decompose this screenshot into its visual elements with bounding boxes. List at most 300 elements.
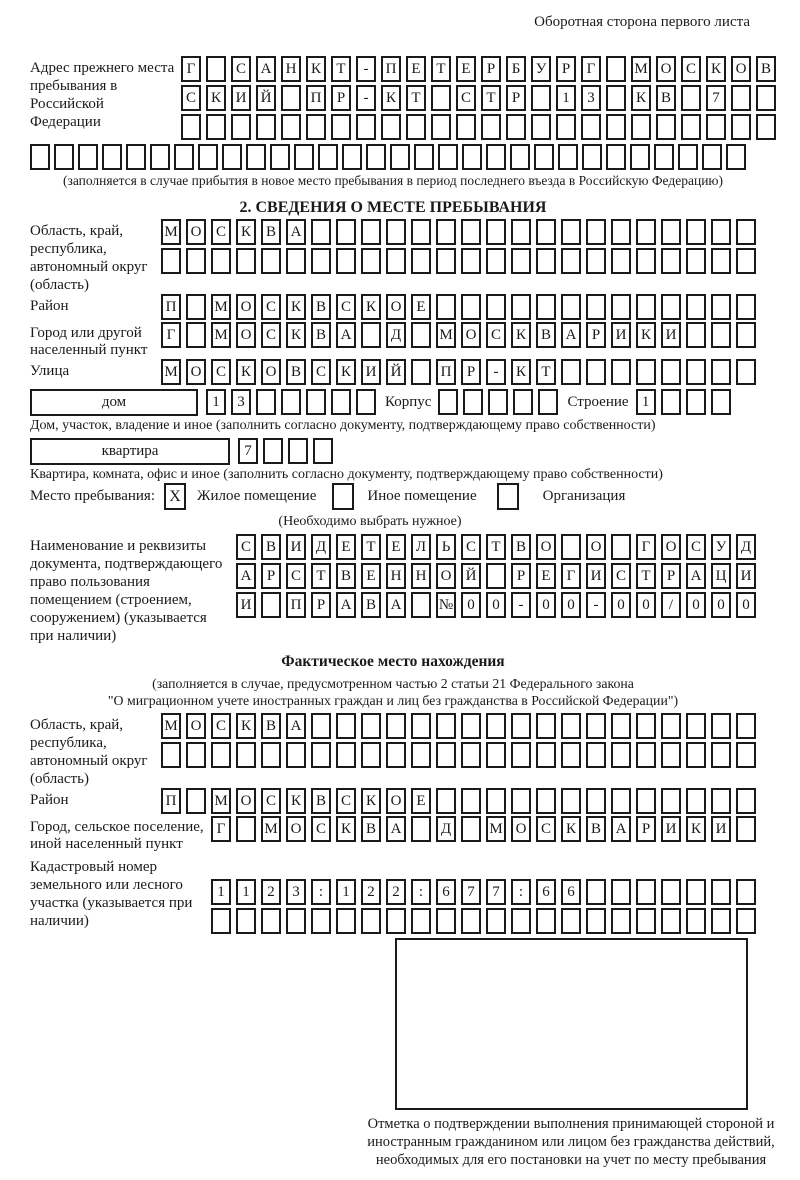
char-cell[interactable] <box>736 879 756 905</box>
char-cell[interactable] <box>611 219 631 245</box>
char-cell[interactable]: А <box>386 592 406 618</box>
char-cell[interactable]: Г <box>161 322 181 348</box>
char-cell[interactable]: О <box>186 359 206 385</box>
char-cell[interactable] <box>536 788 556 814</box>
char-cell[interactable]: К <box>361 294 381 320</box>
char-cell[interactable] <box>586 248 606 274</box>
char-cell[interactable] <box>661 359 681 385</box>
char-cell[interactable] <box>736 713 756 739</box>
char-cell[interactable]: И <box>661 816 681 842</box>
char-cell[interactable] <box>361 219 381 245</box>
char-cell[interactable] <box>386 713 406 739</box>
char-cell[interactable]: И <box>586 563 606 589</box>
kvartira-type-box[interactable]: квартира <box>30 438 230 465</box>
char-cell[interactable]: К <box>631 85 651 111</box>
char-cell[interactable]: Г <box>181 56 201 82</box>
char-cell[interactable] <box>486 563 506 589</box>
char-cell[interactable] <box>411 359 431 385</box>
char-cell[interactable]: В <box>311 788 331 814</box>
char-cell[interactable] <box>411 322 431 348</box>
char-cell[interactable] <box>436 742 456 768</box>
char-cell[interactable] <box>756 114 776 140</box>
char-cell[interactable] <box>536 219 556 245</box>
char-cell[interactable] <box>711 713 731 739</box>
char-cell[interactable]: С <box>336 294 356 320</box>
char-cell[interactable] <box>336 742 356 768</box>
char-cell[interactable] <box>636 248 656 274</box>
char-cell[interactable]: Е <box>456 56 476 82</box>
char-cell[interactable] <box>186 788 206 814</box>
char-cell[interactable] <box>431 85 451 111</box>
char-cell[interactable] <box>711 322 731 348</box>
char-cell[interactable] <box>686 219 706 245</box>
char-cell[interactable] <box>756 85 776 111</box>
char-cell[interactable]: В <box>756 56 776 82</box>
char-cell[interactable] <box>611 908 631 934</box>
char-cell[interactable]: С <box>456 85 476 111</box>
char-cell[interactable] <box>711 389 731 415</box>
char-cell[interactable] <box>702 144 722 170</box>
char-cell[interactable]: А <box>336 322 356 348</box>
char-cell[interactable] <box>736 742 756 768</box>
char-cell[interactable] <box>636 219 656 245</box>
char-cell[interactable] <box>661 219 681 245</box>
char-cell[interactable] <box>511 219 531 245</box>
char-cell[interactable]: 2 <box>261 879 281 905</box>
char-cell[interactable] <box>411 592 431 618</box>
char-cell[interactable] <box>286 908 306 934</box>
char-cell[interactable]: Д <box>736 534 756 560</box>
char-cell[interactable] <box>386 908 406 934</box>
char-cell[interactable]: - <box>356 56 376 82</box>
char-cell[interactable] <box>306 114 326 140</box>
char-cell[interactable]: 0 <box>561 592 581 618</box>
char-cell[interactable] <box>161 742 181 768</box>
char-cell[interactable] <box>294 144 314 170</box>
char-cell[interactable] <box>236 908 256 934</box>
char-cell[interactable]: Н <box>386 563 406 589</box>
char-cell[interactable] <box>461 248 481 274</box>
char-cell[interactable] <box>461 742 481 768</box>
char-cell[interactable] <box>414 144 434 170</box>
char-cell[interactable]: Г <box>561 563 581 589</box>
char-cell[interactable]: Е <box>406 56 426 82</box>
char-cell[interactable]: О <box>286 816 306 842</box>
char-cell[interactable]: М <box>631 56 651 82</box>
char-cell[interactable] <box>558 144 578 170</box>
char-cell[interactable] <box>582 144 602 170</box>
char-cell[interactable]: О <box>236 788 256 814</box>
char-cell[interactable] <box>581 114 601 140</box>
char-cell[interactable] <box>331 389 351 415</box>
char-cell[interactable] <box>461 219 481 245</box>
char-cell[interactable] <box>438 144 458 170</box>
char-cell[interactable] <box>161 248 181 274</box>
char-cell[interactable]: 0 <box>736 592 756 618</box>
char-cell[interactable]: Р <box>511 563 531 589</box>
char-cell[interactable] <box>534 144 554 170</box>
char-cell[interactable]: Р <box>311 592 331 618</box>
char-cell[interactable]: 7 <box>238 438 258 464</box>
char-cell[interactable]: М <box>486 816 506 842</box>
char-cell[interactable] <box>461 908 481 934</box>
char-cell[interactable]: В <box>261 713 281 739</box>
char-cell[interactable]: С <box>236 534 256 560</box>
char-cell[interactable] <box>686 359 706 385</box>
char-cell[interactable]: Т <box>406 85 426 111</box>
char-cell[interactable] <box>206 114 226 140</box>
char-cell[interactable]: С <box>611 563 631 589</box>
char-cell[interactable]: Е <box>386 534 406 560</box>
char-cell[interactable] <box>611 534 631 560</box>
char-cell[interactable]: И <box>736 563 756 589</box>
char-cell[interactable] <box>331 114 351 140</box>
char-cell[interactable] <box>263 438 283 464</box>
char-cell[interactable] <box>261 248 281 274</box>
char-cell[interactable] <box>611 713 631 739</box>
char-cell[interactable]: М <box>261 816 281 842</box>
char-cell[interactable]: К <box>336 359 356 385</box>
char-cell[interactable] <box>336 219 356 245</box>
zhiloe-checkbox[interactable]: X <box>164 483 186 510</box>
char-cell[interactable] <box>536 294 556 320</box>
char-cell[interactable]: Л <box>411 534 431 560</box>
char-cell[interactable]: Б <box>506 56 526 82</box>
char-cell[interactable] <box>256 389 276 415</box>
char-cell[interactable]: О <box>436 563 456 589</box>
char-cell[interactable]: В <box>656 85 676 111</box>
char-cell[interactable] <box>736 248 756 274</box>
char-cell[interactable]: Ь <box>436 534 456 560</box>
char-cell[interactable] <box>536 742 556 768</box>
char-cell[interactable] <box>186 294 206 320</box>
char-cell[interactable] <box>726 144 746 170</box>
char-cell[interactable] <box>586 219 606 245</box>
char-cell[interactable]: О <box>511 816 531 842</box>
char-cell[interactable] <box>636 908 656 934</box>
char-cell[interactable] <box>536 248 556 274</box>
char-cell[interactable] <box>686 788 706 814</box>
char-cell[interactable] <box>706 114 726 140</box>
char-cell[interactable]: И <box>661 322 681 348</box>
char-cell[interactable] <box>561 713 581 739</box>
char-cell[interactable] <box>456 114 476 140</box>
char-cell[interactable]: Т <box>311 563 331 589</box>
char-cell[interactable] <box>336 713 356 739</box>
char-cell[interactable] <box>461 788 481 814</box>
char-cell[interactable] <box>606 144 626 170</box>
char-cell[interactable] <box>731 85 751 111</box>
char-cell[interactable] <box>686 713 706 739</box>
char-cell[interactable] <box>586 742 606 768</box>
char-cell[interactable] <box>361 713 381 739</box>
char-cell[interactable]: С <box>311 359 331 385</box>
char-cell[interactable] <box>231 114 251 140</box>
char-cell[interactable] <box>586 788 606 814</box>
char-cell[interactable] <box>636 294 656 320</box>
char-cell[interactable] <box>606 56 626 82</box>
char-cell[interactable]: П <box>161 294 181 320</box>
char-cell[interactable] <box>661 389 681 415</box>
char-cell[interactable]: 0 <box>486 592 506 618</box>
char-cell[interactable] <box>311 248 331 274</box>
char-cell[interactable]: С <box>311 816 331 842</box>
char-cell[interactable] <box>536 713 556 739</box>
char-cell[interactable]: Е <box>336 534 356 560</box>
char-cell[interactable] <box>411 816 431 842</box>
char-cell[interactable] <box>211 248 231 274</box>
char-cell[interactable] <box>678 144 698 170</box>
char-cell[interactable]: - <box>356 85 376 111</box>
char-cell[interactable]: К <box>511 359 531 385</box>
char-cell[interactable] <box>661 294 681 320</box>
char-cell[interactable]: Е <box>361 563 381 589</box>
char-cell[interactable]: В <box>311 322 331 348</box>
char-cell[interactable] <box>636 713 656 739</box>
char-cell[interactable] <box>486 294 506 320</box>
char-cell[interactable] <box>261 908 281 934</box>
char-cell[interactable]: 7 <box>706 85 726 111</box>
char-cell[interactable]: В <box>361 816 381 842</box>
char-cell[interactable] <box>462 144 482 170</box>
char-cell[interactable] <box>661 908 681 934</box>
char-cell[interactable]: Г <box>211 816 231 842</box>
char-cell[interactable]: К <box>561 816 581 842</box>
char-cell[interactable] <box>511 248 531 274</box>
char-cell[interactable]: В <box>536 322 556 348</box>
char-cell[interactable] <box>711 879 731 905</box>
char-cell[interactable]: Р <box>331 85 351 111</box>
char-cell[interactable] <box>686 389 706 415</box>
char-cell[interactable]: Ц <box>711 563 731 589</box>
char-cell[interactable]: В <box>511 534 531 560</box>
char-cell[interactable] <box>561 534 581 560</box>
char-cell[interactable]: А <box>386 816 406 842</box>
char-cell[interactable]: В <box>336 563 356 589</box>
char-cell[interactable] <box>736 359 756 385</box>
char-cell[interactable] <box>211 742 231 768</box>
char-cell[interactable] <box>510 144 530 170</box>
char-cell[interactable] <box>631 114 651 140</box>
char-cell[interactable] <box>681 114 701 140</box>
char-cell[interactable]: 0 <box>461 592 481 618</box>
char-cell[interactable] <box>211 908 231 934</box>
char-cell[interactable]: Р <box>506 85 526 111</box>
char-cell[interactable]: О <box>536 534 556 560</box>
char-cell[interactable] <box>463 389 483 415</box>
char-cell[interactable]: Т <box>431 56 451 82</box>
char-cell[interactable] <box>186 742 206 768</box>
char-cell[interactable]: № <box>436 592 456 618</box>
char-cell[interactable] <box>181 114 201 140</box>
char-cell[interactable] <box>711 248 731 274</box>
char-cell[interactable] <box>342 144 362 170</box>
char-cell[interactable]: П <box>306 85 326 111</box>
char-cell[interactable]: А <box>336 592 356 618</box>
char-cell[interactable] <box>281 389 301 415</box>
char-cell[interactable] <box>486 144 506 170</box>
char-cell[interactable]: Т <box>536 359 556 385</box>
char-cell[interactable]: Р <box>481 56 501 82</box>
char-cell[interactable]: К <box>686 816 706 842</box>
char-cell[interactable] <box>438 389 458 415</box>
char-cell[interactable]: 1 <box>556 85 576 111</box>
char-cell[interactable] <box>611 879 631 905</box>
char-cell[interactable]: О <box>186 219 206 245</box>
char-cell[interactable] <box>711 788 731 814</box>
char-cell[interactable]: : <box>511 879 531 905</box>
char-cell[interactable] <box>288 438 308 464</box>
char-cell[interactable]: С <box>686 534 706 560</box>
char-cell[interactable] <box>281 114 301 140</box>
char-cell[interactable] <box>736 219 756 245</box>
char-cell[interactable]: О <box>586 534 606 560</box>
char-cell[interactable] <box>411 908 431 934</box>
char-cell[interactable] <box>630 144 650 170</box>
char-cell[interactable] <box>556 114 576 140</box>
char-cell[interactable] <box>531 85 551 111</box>
char-cell[interactable] <box>538 389 558 415</box>
char-cell[interactable]: Й <box>461 563 481 589</box>
char-cell[interactable] <box>561 788 581 814</box>
char-cell[interactable]: А <box>561 322 581 348</box>
char-cell[interactable]: Р <box>556 56 576 82</box>
char-cell[interactable] <box>481 114 501 140</box>
char-cell[interactable]: С <box>211 359 231 385</box>
char-cell[interactable] <box>436 248 456 274</box>
char-cell[interactable]: Г <box>636 534 656 560</box>
char-cell[interactable]: О <box>386 294 406 320</box>
char-cell[interactable]: Т <box>636 563 656 589</box>
char-cell[interactable]: А <box>236 563 256 589</box>
char-cell[interactable] <box>174 144 194 170</box>
char-cell[interactable]: - <box>486 359 506 385</box>
char-cell[interactable] <box>654 144 674 170</box>
char-cell[interactable] <box>661 248 681 274</box>
char-cell[interactable]: С <box>211 713 231 739</box>
char-cell[interactable]: - <box>511 592 531 618</box>
char-cell[interactable]: М <box>211 294 231 320</box>
char-cell[interactable]: О <box>261 359 281 385</box>
char-cell[interactable] <box>186 322 206 348</box>
char-cell[interactable]: К <box>306 56 326 82</box>
char-cell[interactable] <box>286 248 306 274</box>
char-cell[interactable]: В <box>286 359 306 385</box>
char-cell[interactable] <box>361 742 381 768</box>
char-cell[interactable] <box>411 713 431 739</box>
char-cell[interactable] <box>366 144 386 170</box>
char-cell[interactable]: К <box>336 816 356 842</box>
char-cell[interactable]: С <box>336 788 356 814</box>
char-cell[interactable] <box>636 742 656 768</box>
char-cell[interactable]: Т <box>486 534 506 560</box>
char-cell[interactable]: С <box>486 322 506 348</box>
char-cell[interactable] <box>686 248 706 274</box>
char-cell[interactable]: М <box>161 219 181 245</box>
char-cell[interactable]: М <box>161 359 181 385</box>
char-cell[interactable] <box>486 788 506 814</box>
char-cell[interactable] <box>126 144 146 170</box>
char-cell[interactable]: П <box>286 592 306 618</box>
char-cell[interactable] <box>411 742 431 768</box>
char-cell[interactable] <box>256 114 276 140</box>
char-cell[interactable]: Е <box>411 294 431 320</box>
char-cell[interactable] <box>686 879 706 905</box>
char-cell[interactable] <box>431 114 451 140</box>
char-cell[interactable] <box>606 114 626 140</box>
char-cell[interactable]: : <box>311 879 331 905</box>
char-cell[interactable] <box>236 742 256 768</box>
char-cell[interactable] <box>461 294 481 320</box>
org-checkbox[interactable] <box>497 483 519 510</box>
char-cell[interactable] <box>198 144 218 170</box>
char-cell[interactable]: В <box>261 534 281 560</box>
char-cell[interactable]: 0 <box>686 592 706 618</box>
char-cell[interactable] <box>488 389 508 415</box>
char-cell[interactable]: Д <box>311 534 331 560</box>
char-cell[interactable] <box>486 908 506 934</box>
char-cell[interactable]: 1 <box>211 879 231 905</box>
char-cell[interactable]: И <box>286 534 306 560</box>
char-cell[interactable]: О <box>236 294 256 320</box>
char-cell[interactable]: Й <box>386 359 406 385</box>
char-cell[interactable] <box>681 85 701 111</box>
char-cell[interactable]: С <box>681 56 701 82</box>
char-cell[interactable]: 7 <box>461 879 481 905</box>
char-cell[interactable]: А <box>686 563 706 589</box>
char-cell[interactable]: Р <box>661 563 681 589</box>
char-cell[interactable]: И <box>361 359 381 385</box>
char-cell[interactable]: С <box>231 56 251 82</box>
char-cell[interactable] <box>436 219 456 245</box>
char-cell[interactable] <box>661 788 681 814</box>
char-cell[interactable]: В <box>361 592 381 618</box>
char-cell[interactable]: С <box>261 294 281 320</box>
char-cell[interactable]: 1 <box>236 879 256 905</box>
char-cell[interactable] <box>561 742 581 768</box>
char-cell[interactable] <box>236 816 256 842</box>
char-cell[interactable]: 0 <box>536 592 556 618</box>
char-cell[interactable] <box>336 908 356 934</box>
char-cell[interactable]: Р <box>261 563 281 589</box>
char-cell[interactable]: 0 <box>611 592 631 618</box>
char-cell[interactable] <box>586 294 606 320</box>
char-cell[interactable] <box>736 816 756 842</box>
char-cell[interactable] <box>561 219 581 245</box>
char-cell[interactable]: К <box>706 56 726 82</box>
char-cell[interactable] <box>390 144 410 170</box>
char-cell[interactable] <box>636 359 656 385</box>
char-cell[interactable] <box>586 908 606 934</box>
char-cell[interactable]: 3 <box>286 879 306 905</box>
char-cell[interactable]: Е <box>411 788 431 814</box>
char-cell[interactable] <box>561 908 581 934</box>
char-cell[interactable]: С <box>211 219 231 245</box>
char-cell[interactable]: О <box>731 56 751 82</box>
char-cell[interactable] <box>686 742 706 768</box>
char-cell[interactable]: А <box>286 713 306 739</box>
char-cell[interactable] <box>736 294 756 320</box>
char-cell[interactable] <box>311 908 331 934</box>
char-cell[interactable]: О <box>186 713 206 739</box>
char-cell[interactable] <box>411 219 431 245</box>
char-cell[interactable] <box>656 114 676 140</box>
char-cell[interactable] <box>531 114 551 140</box>
char-cell[interactable]: Й <box>256 85 276 111</box>
char-cell[interactable] <box>586 713 606 739</box>
char-cell[interactable]: 2 <box>386 879 406 905</box>
char-cell[interactable] <box>561 248 581 274</box>
